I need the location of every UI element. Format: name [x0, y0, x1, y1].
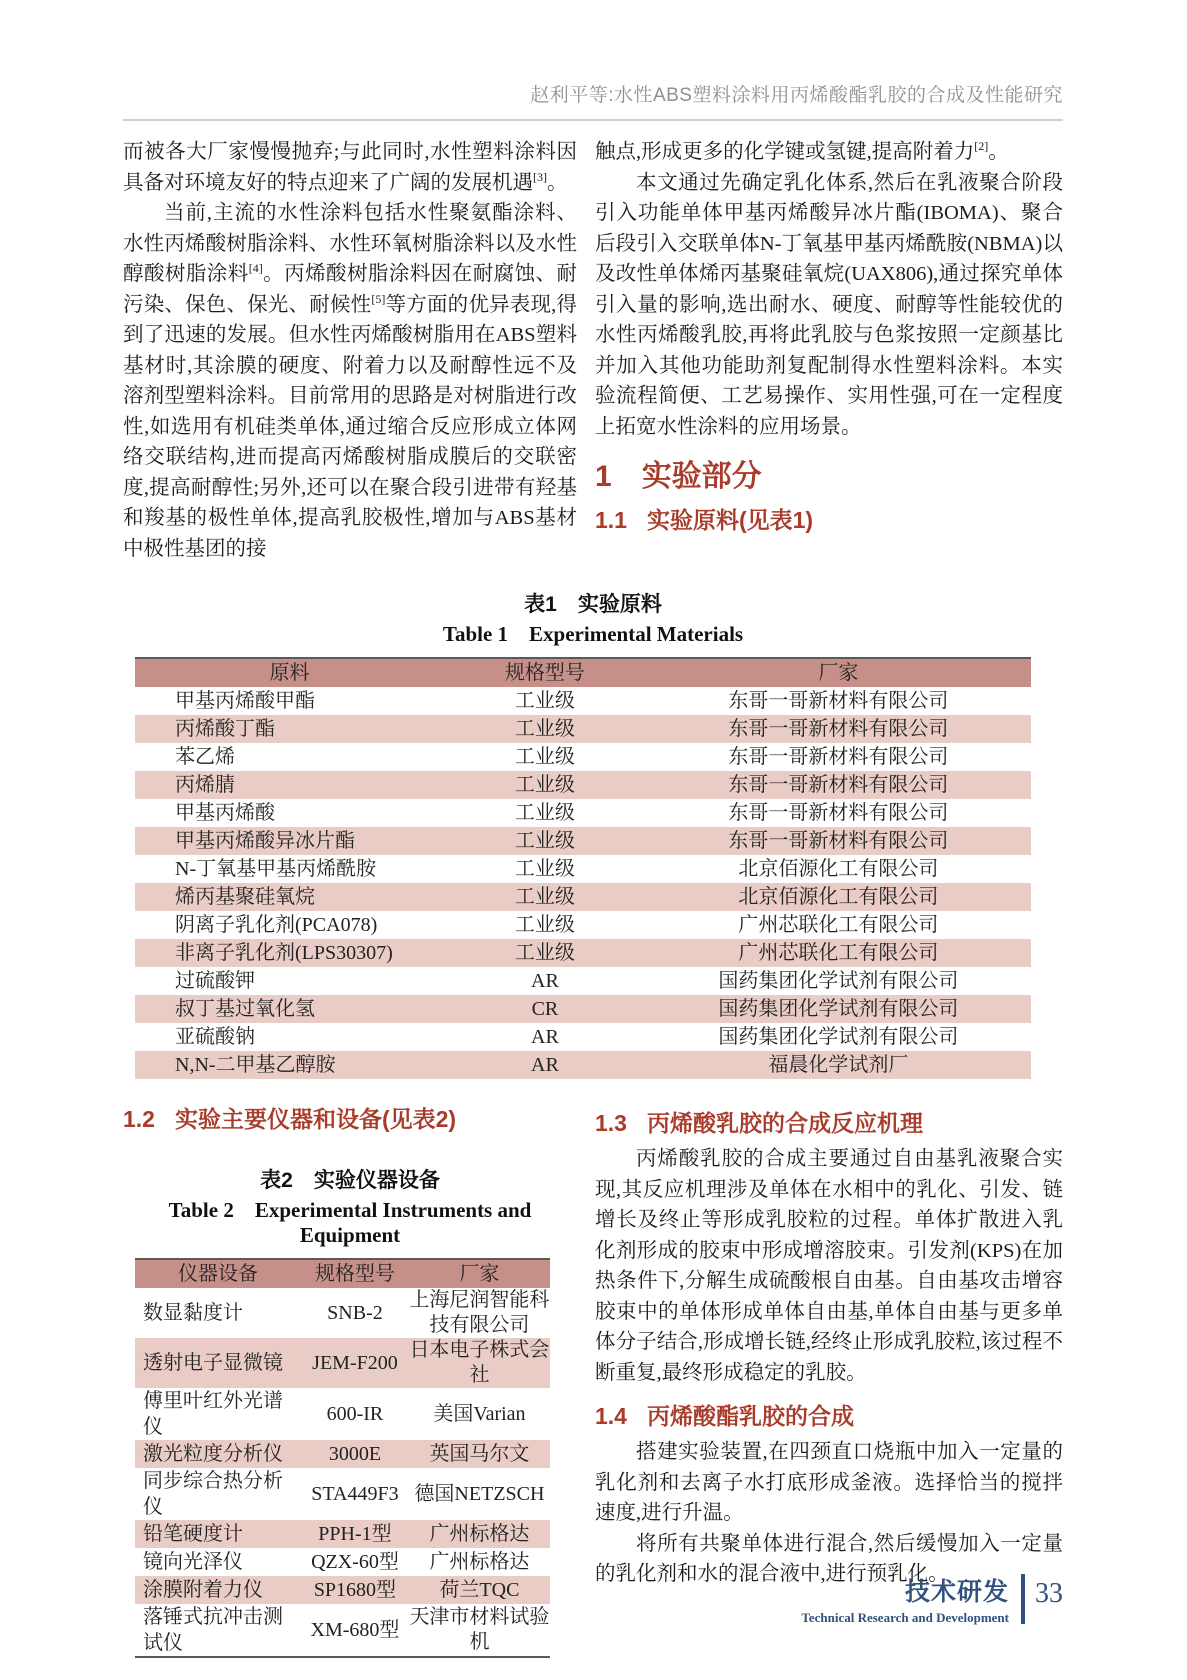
cell-supplier: 国药集团化学试剂有限公司: [718, 998, 959, 1020]
table2-head: [135, 1259, 550, 1288]
table-row: [135, 687, 1031, 715]
section-1-3-body: [595, 1144, 1063, 1388]
cell-instrument: 落锤式抗冲击测试仪: [143, 1606, 283, 1654]
cell-supplier: 福晨化学试剂厂: [768, 1054, 909, 1076]
cell-instrument: 透射电子显微镜: [143, 1352, 283, 1374]
cell-supplier: 东哥一哥新材料有限公司: [728, 802, 949, 824]
cell-material: 非离子乳化剂(LPS30307): [175, 942, 393, 964]
cell-spec: 工业级: [514, 830, 575, 852]
cell-supplier: 广州芯联化工有限公司: [738, 914, 939, 936]
section-title: 丙烯酸酯乳胶的合成: [646, 1403, 854, 1429]
table1-title-zh: 表1 实验原料: [524, 593, 662, 616]
paragraph-text: 而被各大厂家慢慢抛弃;与此同时,水性塑料涂料因具备对环境友好的特点迎来了广阔的发展机遇: [123, 141, 577, 194]
table-row: [135, 883, 1031, 911]
section-number: 1.2: [123, 1106, 155, 1132]
citation-ref: [4]: [248, 261, 263, 276]
col-header-spec: 规格型号: [314, 1263, 395, 1285]
col-header-supplier: 厂家: [459, 1262, 500, 1285]
cell-material: 烯丙基聚硅氧烷: [175, 886, 315, 908]
table2-title-zh: 表2 实验仪器设备: [260, 1169, 440, 1192]
cell-material: N,N-二甲基乙醇胺: [175, 1054, 336, 1076]
section-title: 实验主要仪器和设备(见表2): [174, 1106, 457, 1132]
upper-left-column: [123, 137, 577, 564]
cell-supplier: 广州标格达: [429, 1522, 530, 1545]
cell-spec: 工业级: [514, 858, 575, 880]
table-row: [135, 1548, 550, 1576]
paragraph-text: 。: [547, 171, 568, 194]
table-row: [135, 743, 1031, 771]
cell-material: N-丁氧基甲基丙烯酰胺: [175, 858, 377, 880]
section-number: 1.4: [595, 1403, 627, 1429]
section-heading-1-2: [123, 1101, 577, 1134]
cell-spec: 工业级: [514, 774, 575, 796]
section-title: 实验部分: [641, 460, 762, 493]
cell-instrument: 同步综合热分析仪: [143, 1470, 283, 1518]
cell-supplier: 日本电子株式会社: [409, 1339, 550, 1386]
cell-spec: AR: [531, 1026, 559, 1048]
cell-instrument: 傅里叶红外光谱仪: [143, 1390, 283, 1438]
cell-spec: 工业级: [514, 746, 575, 768]
table-row: [135, 911, 1031, 939]
cell-spec: 3000E: [328, 1443, 382, 1465]
cell-supplier: 东哥一哥新材料有限公司: [728, 718, 949, 740]
table-row: [135, 967, 1031, 995]
citation-ref: [3]: [533, 169, 547, 184]
table1-body: [135, 687, 1031, 1079]
col-header-instrument: 仪器设备: [178, 1263, 258, 1285]
cell-spec: STA449F3: [311, 1483, 399, 1505]
table-row: [135, 1468, 550, 1520]
citation-ref: [5]: [371, 291, 386, 306]
table-row: [135, 1388, 550, 1440]
cell-spec: SP1680型: [313, 1579, 397, 1601]
cell-spec: 工业级: [514, 718, 575, 740]
table-row: [135, 715, 1031, 743]
cell-material: 丙烯腈: [175, 774, 235, 796]
paragraph: 搭建实验装置,在四颈直口烧瓶中加入一定量的乳化剂和去离子水打底形成釜液。选择恰当的搅拌速度,进行升温。: [595, 1441, 1063, 1524]
paragraph-text: 触点,形成更多的化学键或氢键,提高附着力: [595, 141, 975, 163]
cell-spec: 工业级: [514, 802, 575, 824]
section-1-4-body: [595, 1437, 1063, 1590]
paragraph-text: 当前,主流的水性涂料包括水性聚氨酯涂料、水性丙烯酸树脂涂料、水性环氧树脂涂料以及水性醇酸树脂涂料: [123, 202, 577, 285]
section-heading-1: [595, 462, 1063, 493]
table2-body: [135, 1288, 550, 1657]
cell-supplier: 东哥一哥新材料有限公司: [728, 774, 949, 796]
table-row: [135, 1440, 550, 1468]
table-row: [135, 1604, 550, 1657]
lower-left-column: [123, 1093, 577, 1658]
paragraph: [123, 198, 577, 564]
table-row: [135, 771, 1031, 799]
table-header-row: [135, 658, 1031, 687]
cell-spec: AR: [531, 1054, 559, 1076]
section-number: 1.1: [595, 506, 627, 533]
cell-supplier: 北京佰源化工有限公司: [738, 858, 939, 880]
cell-instrument: 数显黏度计: [143, 1302, 243, 1324]
cell-material: 过硫酸钾: [175, 970, 255, 992]
cell-material: 甲基丙烯酸甲酯: [175, 690, 315, 712]
footer-section-en: Technical Research and Development: [801, 1610, 1009, 1625]
cell-supplier: 广州芯联化工有限公司: [738, 942, 939, 964]
cell-spec: AR: [531, 970, 559, 992]
citation-ref: [2]: [974, 139, 989, 154]
paragraph-text: 等方面的优异表现,得到了迅速的发展。但水性丙烯酸树脂用在ABS塑料基材时,其涂膜的硬度、附着力以及耐醇性远不及溶剂型塑料涂料。目前常用的思路是对树脂进行改性,如选用有机硅类单体,通过缩合反应形成立体网络交联结构,进而提高丙烯酸树脂成膜后的交联密度,提高耐醇性;另外,还可以在聚合段引进带有羟基和羧基的极性单体,提高乳胶极性,增加与ABS基材中极性基团的接: [123, 293, 578, 560]
section-title: 丙烯酸乳胶的合成反应机理: [646, 1110, 923, 1136]
table2: [135, 1258, 550, 1658]
cell-spec: JEM-F200: [312, 1352, 398, 1374]
section-heading-1-4: [595, 1398, 1063, 1431]
cell-material: 苯乙烯: [175, 746, 235, 768]
paragraph: 将所有共聚单体进行混合,然后缓慢加入一定量的乳化剂和水的混合液中,进行预乳化。: [595, 1532, 1063, 1585]
table1-title-en: Table 1 Experimental Materials: [442, 622, 744, 646]
paragraph: [595, 137, 1063, 168]
cell-instrument: 涂膜附着力仪: [143, 1579, 263, 1601]
cell-supplier: 天津市材料试验机: [409, 1606, 550, 1653]
page-content: [0, 80, 1187, 1658]
cell-spec: 工业级: [514, 942, 575, 964]
cell-supplier: 东哥一哥新材料有限公司: [728, 690, 949, 712]
cell-supplier: 上海尼润智能科技有限公司: [409, 1289, 550, 1336]
table-row: [135, 1051, 1031, 1079]
page-footer: [801, 1572, 1063, 1626]
cell-spec: 600-IR: [326, 1403, 384, 1425]
section-title: 实验原料(见表1): [646, 506, 814, 533]
header-rule: [123, 119, 1063, 121]
section-number: 1: [595, 460, 612, 493]
upper-columns: [123, 137, 1063, 564]
cell-instrument: 激光粒度分析仪: [143, 1443, 283, 1465]
cell-supplier: 德国NETZSCH: [414, 1482, 545, 1505]
paragraph: [595, 168, 1063, 443]
cell-supplier: 广州标格达: [429, 1550, 530, 1573]
cell-material: 亚硫酸钠: [175, 1026, 255, 1048]
running-head: 赵利平等:水性ABS塑料涂料用丙烯酸酯乳胶的合成及性能研究: [530, 85, 1063, 106]
cell-material: 丙烯酸丁酯: [175, 718, 275, 740]
section-heading-1-1: [595, 505, 1063, 536]
col-header-material: 原料: [269, 662, 310, 684]
table-row: [135, 855, 1031, 883]
footer-labels: [801, 1572, 1009, 1626]
cell-material: 甲基丙烯酸: [175, 802, 275, 824]
cell-supplier: 美国Varian: [433, 1402, 526, 1425]
cell-spec: PPH-1型: [318, 1523, 392, 1545]
col-header-supplier: 厂家: [818, 662, 859, 684]
table-row: [135, 939, 1031, 967]
cell-spec: 工业级: [514, 914, 575, 936]
page-number: 33: [1035, 1578, 1063, 1609]
table-row: [135, 799, 1031, 827]
table-row: [135, 827, 1031, 855]
table-row: [135, 1288, 550, 1338]
cell-material: 甲基丙烯酸异冰片酯: [175, 830, 355, 852]
cell-spec: XM-680型: [310, 1619, 400, 1641]
footer-section-zh: 技术研发: [904, 1578, 1009, 1606]
cell-spec: QZX-60型: [311, 1551, 399, 1573]
cell-supplier: 东哥一哥新材料有限公司: [728, 746, 949, 768]
col-header-spec: 规格型号: [504, 662, 585, 684]
table-header-row: [135, 1259, 550, 1288]
cell-instrument: 镜向光泽仪: [143, 1551, 243, 1573]
cell-supplier: 国药集团化学试剂有限公司: [718, 1026, 959, 1048]
table1-block: [123, 588, 1063, 1079]
cell-spec: 工业级: [514, 886, 575, 908]
paragraph-text: 本文通过先确定乳化体系,然后在乳液聚合阶段引入功能单体甲基丙烯酸异冰片酯(IBOMA)、聚合后段引入交联单体N-丁氧基甲基丙烯酰胺(NBMA)以及改性单体烯丙基聚硅氧烷(UAX806),通过探究单体引入量的影响,选出耐水、硬度、耐醇等性能较优的水性丙烯酸乳胶,再将此乳胶与色浆按照一定颜基比并加入其他功能助剂复配制得水性塑料涂料。本实验流程简便、工艺易操作、实用性强,可在一定程度上拓宽水性涂料的应用场景。: [595, 171, 1063, 438]
table-row: [135, 1520, 550, 1548]
table2-block: [123, 1164, 577, 1658]
table-row: [135, 1023, 1031, 1051]
table1-head: [135, 658, 1031, 687]
footer-divider-bar: [1021, 1574, 1025, 1624]
paragraph: [123, 137, 577, 198]
table-row: [135, 1338, 550, 1388]
cell-supplier: 国药集团化学试剂有限公司: [718, 970, 959, 992]
cell-supplier: 北京佰源化工有限公司: [738, 886, 939, 908]
table1: [135, 657, 1031, 1079]
cell-spec: 工业级: [514, 690, 575, 712]
upper-right-column: [595, 137, 1063, 564]
paragraph-text: 。: [988, 141, 1009, 163]
cell-supplier: 荷兰TQC: [439, 1578, 520, 1601]
table2-title-en: Table 2 Experimental Instruments and Equipment: [168, 1198, 532, 1247]
table-row: [135, 995, 1031, 1023]
paragraph: 丙烯酸乳胶的合成主要通过自由基乳液聚合实现,其反应机理涉及单体在水相中的乳化、引发、链增长及终止等形成乳胶粒的过程。单体扩散进入乳化剂形成的胶束中形成增溶胶束。引发剂(KPS)在加热条件下,分解生成硫酸根自由基。自由基攻击增容胶束中的单体形成单体自由基,单体自由基与更多单体分子结合,形成增长链,经终止形成乳胶粒,该过程不断重复,最终形成稳定的乳胶。: [595, 1148, 1063, 1384]
table-row: [135, 1576, 550, 1604]
cell-spec: SNB-2: [327, 1302, 383, 1324]
section-number: 1.3: [595, 1110, 627, 1136]
cell-supplier: 东哥一哥新材料有限公司: [728, 830, 949, 852]
cell-instrument: 铅笔硬度计: [143, 1523, 243, 1545]
paper-page: [0, 80, 1187, 1680]
section-heading-1-3: [595, 1105, 1063, 1138]
cell-material: 阴离子乳化剂(PCA078): [175, 914, 378, 936]
cell-supplier: 英国马尔文: [429, 1442, 530, 1465]
cell-material: 叔丁基过氧化氢: [175, 998, 315, 1020]
paragraph-text: 。丙烯酸树脂涂料因在耐腐蚀、耐污染、保色、保光、耐候性: [123, 263, 578, 316]
cell-spec: CR: [531, 998, 559, 1020]
